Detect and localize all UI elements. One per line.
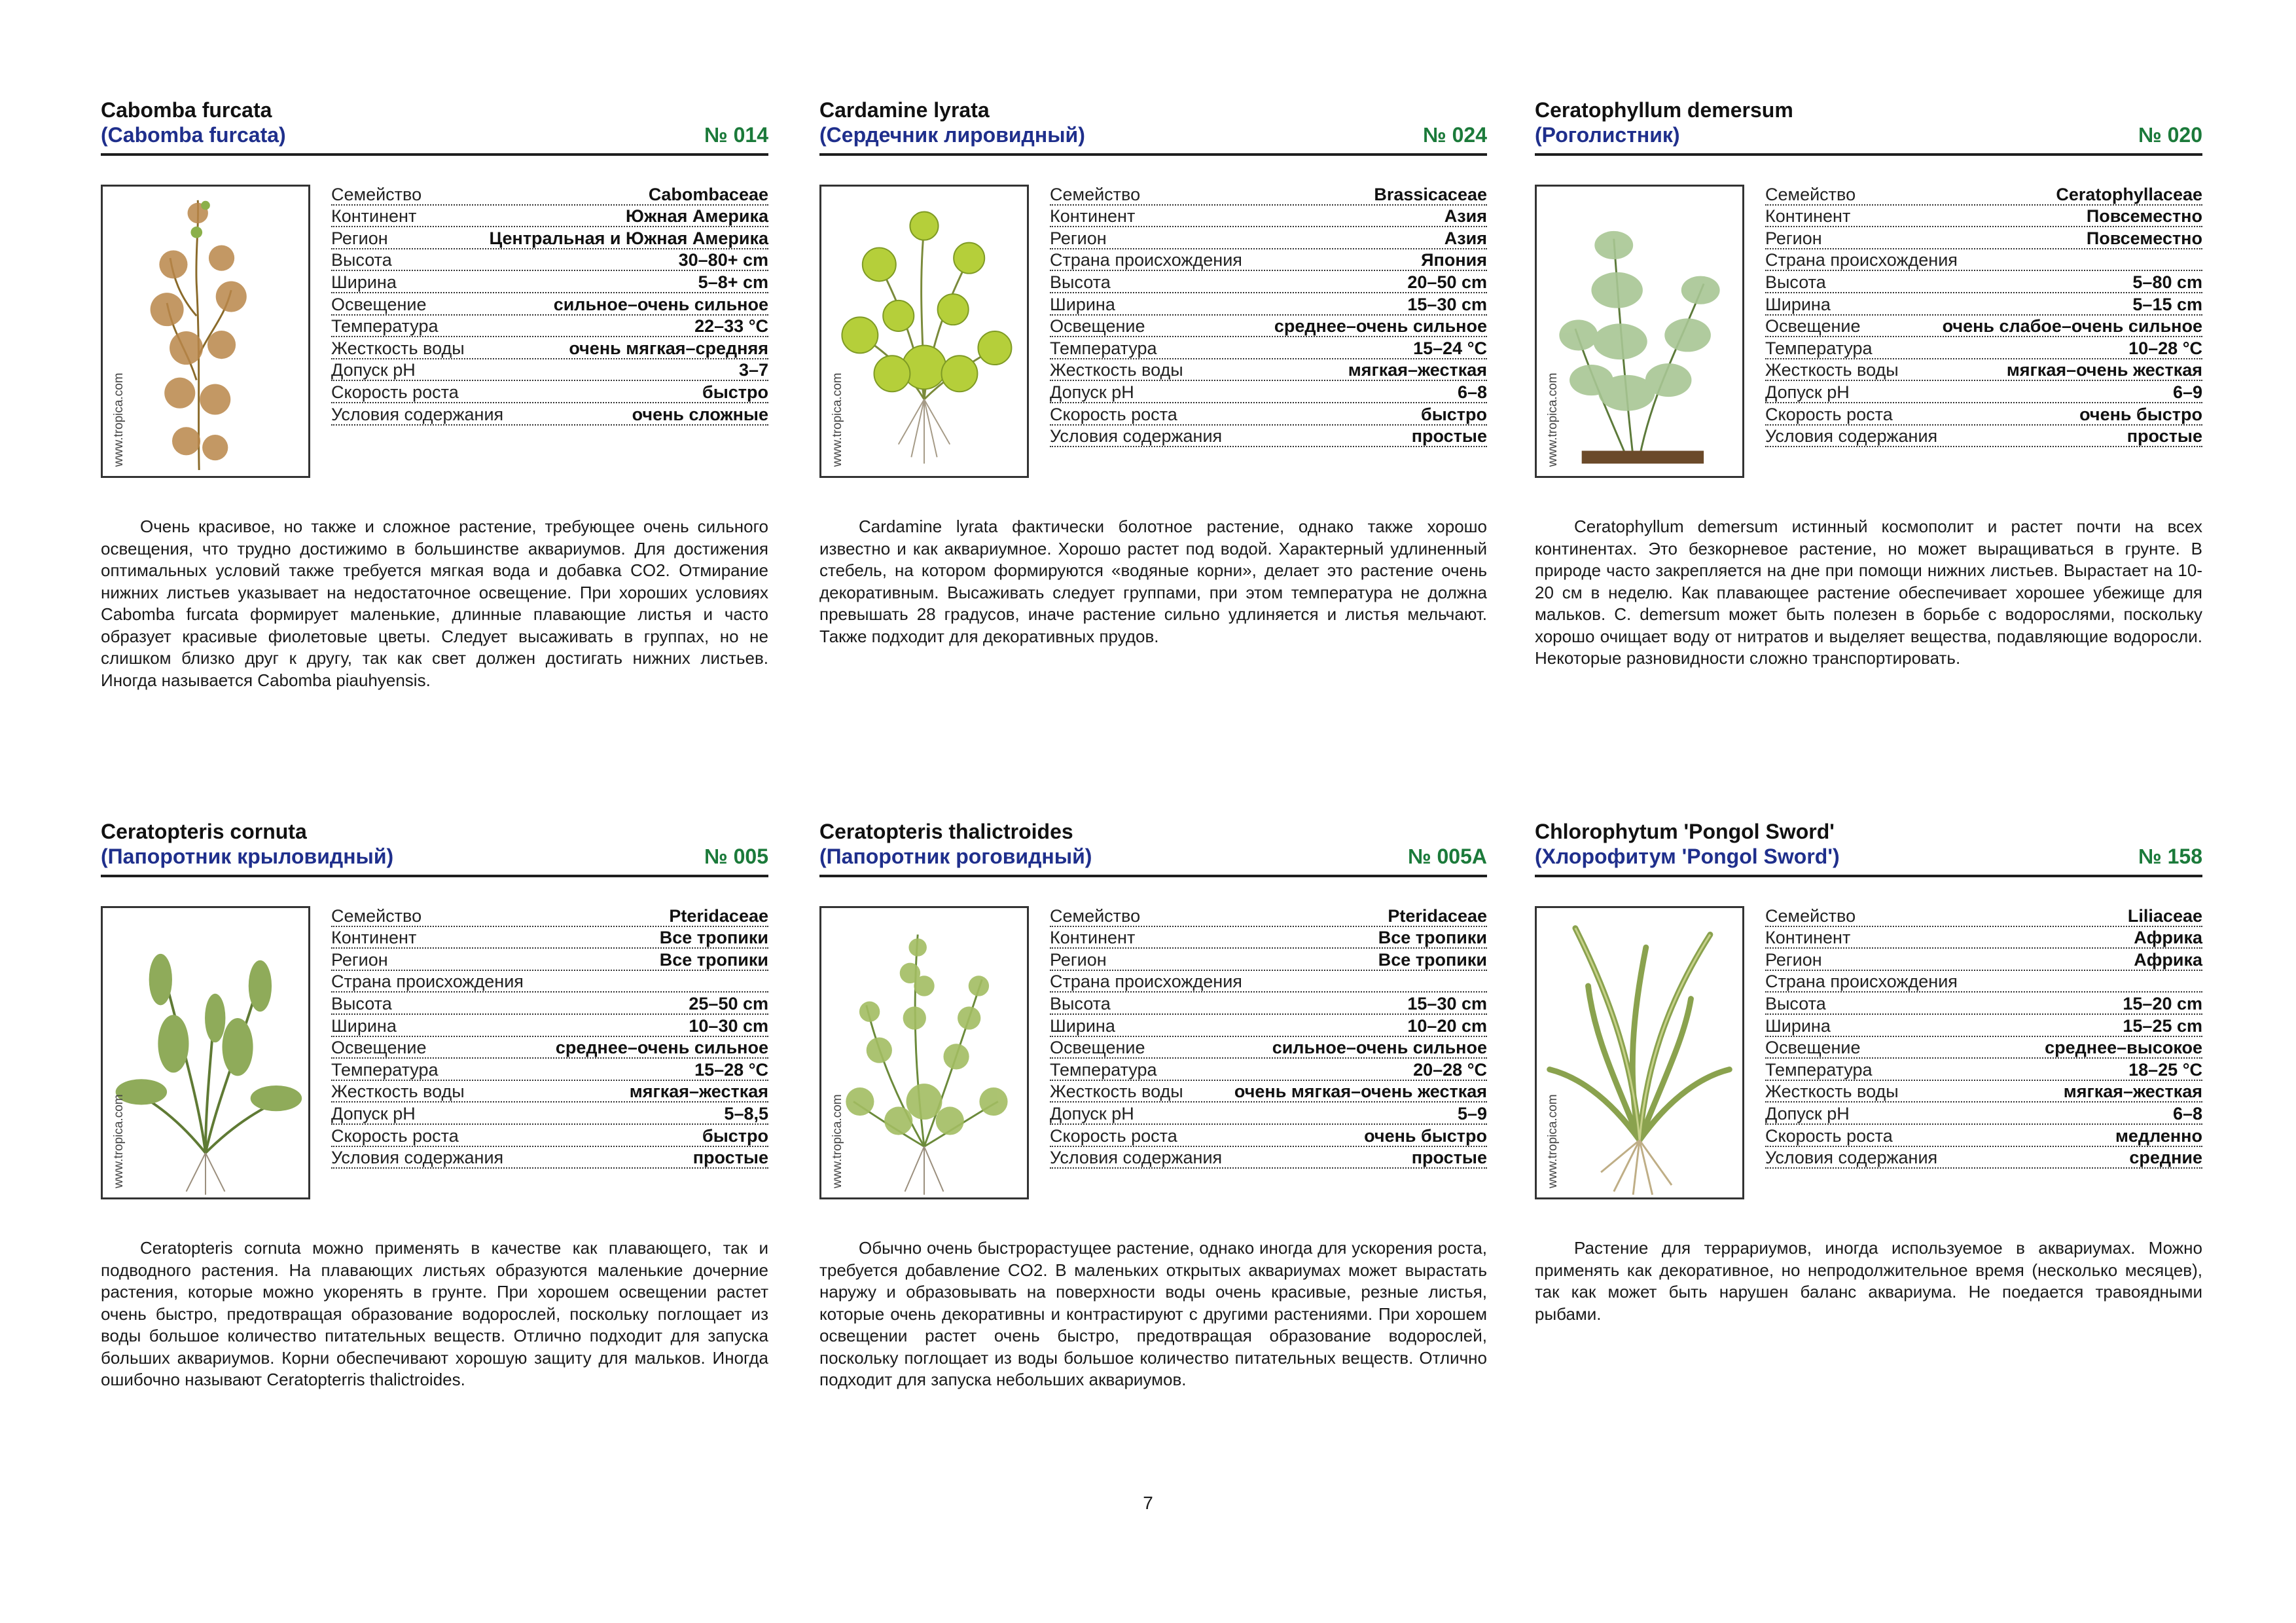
- spec-row-light: Освещение очень слабое–очень сильное: [1765, 316, 2202, 337]
- spec-row-difficulty: Условия содержания простые: [1765, 426, 2202, 447]
- photo-credit: www.tropica.com: [831, 1094, 844, 1188]
- spec-row-region: Регион Все тропики: [1050, 949, 1487, 970]
- plant-card-cardamine-lyrata: [819, 97, 1487, 646]
- spec-row-light: Освещение сильное–очень сильное: [331, 294, 768, 314]
- spec-row-ph: Допуск pH 6–9: [1765, 382, 2202, 402]
- catalog-number: № 020: [2138, 123, 2202, 147]
- plant-illustration: [1535, 906, 1744, 1199]
- photo-credit: www.tropica.com: [831, 373, 844, 467]
- title-row: [819, 123, 1487, 156]
- spec-row-width: Ширина 5–8+ cm: [331, 272, 768, 292]
- russian-name: (Роголистник): [1535, 123, 1680, 147]
- photo-credit: www.tropica.com: [112, 1094, 126, 1188]
- spec-row-ph: Допуск pH 6–8: [1050, 382, 1487, 402]
- plant-description: Растение для террариумов, иногда используемое в аквариумах. Можно применять как декоративное, но непродолжительное время (несколько месяцев), так как может быть нарушен баланс аквариума. Не поедается травоядными рыбами.: [1535, 1238, 2202, 1324]
- plant-illustration: [101, 906, 310, 1199]
- spec-table: [331, 183, 768, 426]
- spec-row-temperature: Температура 20–28 °C: [1050, 1059, 1487, 1080]
- spec-row-country: Страна происхождения: [1765, 249, 2202, 272]
- spec-row-growth: Скорость роста быстро: [331, 1125, 768, 1146]
- spec-row-family: Семейство Liliaceae: [1765, 905, 2202, 926]
- spec-table: [1050, 183, 1487, 447]
- spec-row-growth: Скорость роста очень быстро: [1765, 404, 2202, 424]
- spec-row-temperature: Температура 18–25 °C: [1765, 1059, 2202, 1080]
- russian-name: (Сердечник лировидный): [819, 123, 1085, 147]
- spec-row-light: Освещение среднее–высокое: [1765, 1038, 2202, 1058]
- photo-credit: www.tropica.com: [112, 373, 126, 467]
- russian-name: (Хлорофитум 'Pongol Sword'): [1535, 845, 1840, 868]
- spec-table: [1050, 905, 1487, 1169]
- photo-credit: www.tropica.com: [1546, 373, 1560, 467]
- plant-description: Обычно очень быстрорастущее растение, однако иногда для ускорения роста, требуется добавление CO2. В маленьких открытых аквариумах может вырастать наружу и образовывать на поверхности воды очень красивые, резные листья, которые очень декоративны и контрастируют с другими растениями. При хорошем освещении растет очень быстро, предотвращая образование водорослей, поскольку поглощает из воды большое количество питательных веществ. Отлично подходит для запуска небольших аквариумов.: [819, 1238, 1487, 1389]
- latin-name: Cabomba furcata: [101, 98, 272, 122]
- plant-description: Ceratophyllum demersum истинный космополит и растет почти на всех континентах. Это безкорневое растение, но может выращиваться в грунте. В природе часто закрепляется на дне при помощи нижних листьев. Вырастает на 10-20 см в неделю. Как плавающее растение обеспечивает хорошее убежище для мальков. C. demersum может быть полезен в борьбе с водорослями, поскольку хорошо очищает воду от нитратов и выделяет вещества, подавляющие водоросли. Некоторые разновидности сложно транспортировать.: [1535, 517, 2202, 668]
- plant-illustration: [819, 906, 1029, 1199]
- spec-row-light: Освещение среднее–очень сильное: [1050, 316, 1487, 337]
- plant-card-ceratopteris-cornuta: [101, 818, 768, 1389]
- spec-row-height: Высота 25–50 cm: [331, 993, 768, 1013]
- latin-name: Ceratopteris thalictroides: [819, 820, 1073, 843]
- photo-credit: www.tropica.com: [1546, 1094, 1560, 1188]
- title-row: [101, 845, 768, 877]
- plant-illustration: [819, 185, 1029, 478]
- spec-row-country: Страна происхождения Япония: [1050, 250, 1487, 270]
- catalog-number: № 014: [704, 123, 768, 147]
- catalog-number: № 024: [1423, 123, 1487, 147]
- spec-row-hardness: Жесткость воды очень мягкая–очень жесткая: [1050, 1082, 1487, 1102]
- latin-name: Chlorophytum 'Pongol Sword': [1535, 820, 1835, 843]
- spec-row-family: Семейство Ceratophyllaceae: [1765, 184, 2202, 204]
- spec-row-region: Регион Все тропики: [331, 949, 768, 970]
- spec-row-growth: Скорость роста медленно: [1765, 1125, 2202, 1146]
- spec-row-light: Освещение среднее–очень сильное: [331, 1038, 768, 1058]
- spec-table: [331, 905, 768, 1169]
- spec-row-country: Страна происхождения: [331, 971, 768, 993]
- plant-card-ceratophyllum-demersum: [1535, 97, 2202, 668]
- spec-row-difficulty: Условия содержания простые: [331, 1148, 768, 1168]
- plant-description: Очень красивое, но также и сложное растение, требующее очень сильного освещения, что трудно достижимо в большинстве аквариумов. Для достижения оптимальных условий также требуется мягкая вода и добавка CO2. Отмирание нижних листьев указывает на недостаточное освещение. При хороших условиях Cabomba furcata формирует маленькие, длинные плавающие листья и часто образует красивые фиолетовые цветы. Следует высаживать в группах, но не слишком близко друг к другу, так как свет должен достигать нижних листьев. Иногда называется Cabomba piauhyensis.: [101, 517, 768, 690]
- plant-description: Cardamine lyrata фактически болотное растение, однако также хорошо известно и как аквариумное. Хорошо растет под водой. Характерный удлиненный стебель, на котором формируются «водяные корни», делает это растение очень декоративным. Высаживать следует группами, при этом температура не должна превышать 28 градусов, иначе растение сильно удлиняется и листья мельчают. Также подходит для декоративных прудов.: [819, 517, 1487, 646]
- spec-row-temperature: Температура 15–28 °C: [331, 1059, 768, 1080]
- spec-row-height: Высота 5–80 cm: [1765, 272, 2202, 292]
- spec-row-growth: Скорость роста очень быстро: [1050, 1125, 1487, 1146]
- plant-card-ceratopteris-thalictroides: [819, 818, 1487, 1389]
- catalog-number: № 005: [704, 845, 768, 868]
- plant-card-cabomba-furcata: [101, 97, 768, 690]
- page-number: 7: [1143, 1493, 1153, 1513]
- spec-row-region: Регион Повсеместно: [1765, 228, 2202, 248]
- plant-illustration: [101, 185, 310, 478]
- plant-description: Ceratopteris cornuta можно применять в качестве как плавающего, так и подводного растения. На плавающих листьях образуются маленькие дочерние растения, которые можно укоренять в грунте. При хорошем освещении растет очень быстро, предотвращая образование водорослей, поскольку поглощает из воды большое количество питательных веществ. Отлично подходит для запуска больших аквариумов. Корни обеспечивают хорошую защиту для мальков. Иногда ошибочно называют Ceratopterris thalictroides.: [101, 1238, 768, 1389]
- spec-row-hardness: Жесткость воды очень мягкая–средняя: [331, 338, 768, 358]
- catalog-number: № 158: [2138, 845, 2202, 868]
- russian-name: (Папоротник роговидный): [819, 845, 1092, 868]
- catalog-number: № 005A: [1407, 845, 1487, 868]
- ceratophyllum-drawing: [1537, 187, 1742, 476]
- spec-row-difficulty: Условия содержания средние: [1765, 1148, 2202, 1168]
- spec-row-hardness: Жесткость воды мягкая–жесткая: [331, 1082, 768, 1102]
- spec-row-family: Семейство Cabombaceae: [331, 184, 768, 204]
- chlorophytum-drawing: [1537, 908, 1742, 1197]
- spec-row-region: Регион Центральная и Южная Америка: [331, 228, 768, 248]
- spec-row-ph: Допуск pH 5–9: [1050, 1103, 1487, 1123]
- spec-row-continent: Континент Африка: [1765, 928, 2202, 948]
- spec-row-growth: Скорость роста быстро: [331, 382, 768, 402]
- russian-name: (Cabomba furcata): [101, 123, 286, 147]
- spec-row-height: Высота 30–80+ cm: [331, 250, 768, 270]
- spec-row-difficulty: Условия содержания простые: [1050, 426, 1487, 447]
- cabomba-drawing: [103, 187, 308, 476]
- spec-row-width: Ширина 10–30 cm: [331, 1015, 768, 1036]
- spec-row-light: Освещение сильное–очень сильное: [1050, 1038, 1487, 1058]
- title-row: [819, 845, 1487, 877]
- spec-row-family: Семейство Brassicaceae: [1050, 184, 1487, 204]
- spec-row-temperature: Температура 22–33 °C: [331, 316, 768, 337]
- spec-row-difficulty: Условия содержания очень сложные: [331, 404, 768, 424]
- spec-row-width: Ширина 5–15 cm: [1765, 294, 2202, 314]
- title-row: [1535, 845, 2202, 877]
- spec-row-hardness: Жесткость воды мягкая–очень жесткая: [1765, 360, 2202, 380]
- spec-row-height: Высота 15–20 cm: [1765, 993, 2202, 1013]
- ceratopteris-thalictroides-drawing: [821, 908, 1027, 1197]
- spec-row-height: Высота 20–50 cm: [1050, 272, 1487, 292]
- spec-row-country: Страна происхождения: [1050, 971, 1487, 993]
- title-row: [1535, 123, 2202, 156]
- latin-name: Ceratopteris cornuta: [101, 820, 307, 843]
- spec-row-temperature: Температура 15–24 °C: [1050, 338, 1487, 358]
- spec-row-ph: Допуск pH 5–8,5: [331, 1103, 768, 1123]
- spec-row-height: Высота 15–30 cm: [1050, 993, 1487, 1013]
- spec-row-hardness: Жесткость воды мягкая–жесткая: [1050, 360, 1487, 380]
- spec-row-width: Ширина 15–30 cm: [1050, 294, 1487, 314]
- spec-row-region: Регион Азия: [1050, 228, 1487, 248]
- spec-row-difficulty: Условия содержания простые: [1050, 1148, 1487, 1168]
- spec-row-width: Ширина 15–25 cm: [1765, 1015, 2202, 1036]
- spec-row-hardness: Жесткость воды мягкая–жесткая: [1765, 1082, 2202, 1102]
- spec-row-ph: Допуск pH 6–8: [1765, 1103, 2202, 1123]
- title-row: [101, 123, 768, 156]
- spec-row-ph: Допуск pH 3–7: [331, 360, 768, 380]
- spec-row-region: Регион Африка: [1765, 949, 2202, 970]
- plant-card-chlorophytum-pongol-sword: [1535, 818, 2202, 1324]
- spec-row-continent: Континент Повсеместно: [1765, 206, 2202, 227]
- spec-row-continent: Континент Южная Америка: [331, 206, 768, 227]
- spec-row-width: Ширина 10–20 cm: [1050, 1015, 1487, 1036]
- spec-table: [1765, 183, 2202, 447]
- spec-table: [1765, 905, 2202, 1169]
- spec-row-continent: Континент Все тропики: [1050, 928, 1487, 948]
- ceratopteris-cornuta-drawing: [103, 908, 308, 1197]
- latin-name: Ceratophyllum demersum: [1535, 98, 1793, 122]
- spec-row-continent: Континент Азия: [1050, 206, 1487, 227]
- spec-row-country: Страна происхождения: [1765, 971, 2202, 993]
- spec-row-family: Семейство Pteridaceae: [331, 905, 768, 926]
- spec-row-continent: Континент Все тропики: [331, 928, 768, 948]
- spec-row-family: Семейство Pteridaceae: [1050, 905, 1487, 926]
- russian-name: (Папоротник крыловидный): [101, 845, 394, 868]
- plant-illustration: [1535, 185, 1744, 478]
- spec-row-temperature: Температура 10–28 °C: [1765, 338, 2202, 358]
- spec-row-growth: Скорость роста быстро: [1050, 404, 1487, 424]
- latin-name: Cardamine lyrata: [819, 98, 990, 122]
- cardamine-drawing: [821, 187, 1027, 476]
